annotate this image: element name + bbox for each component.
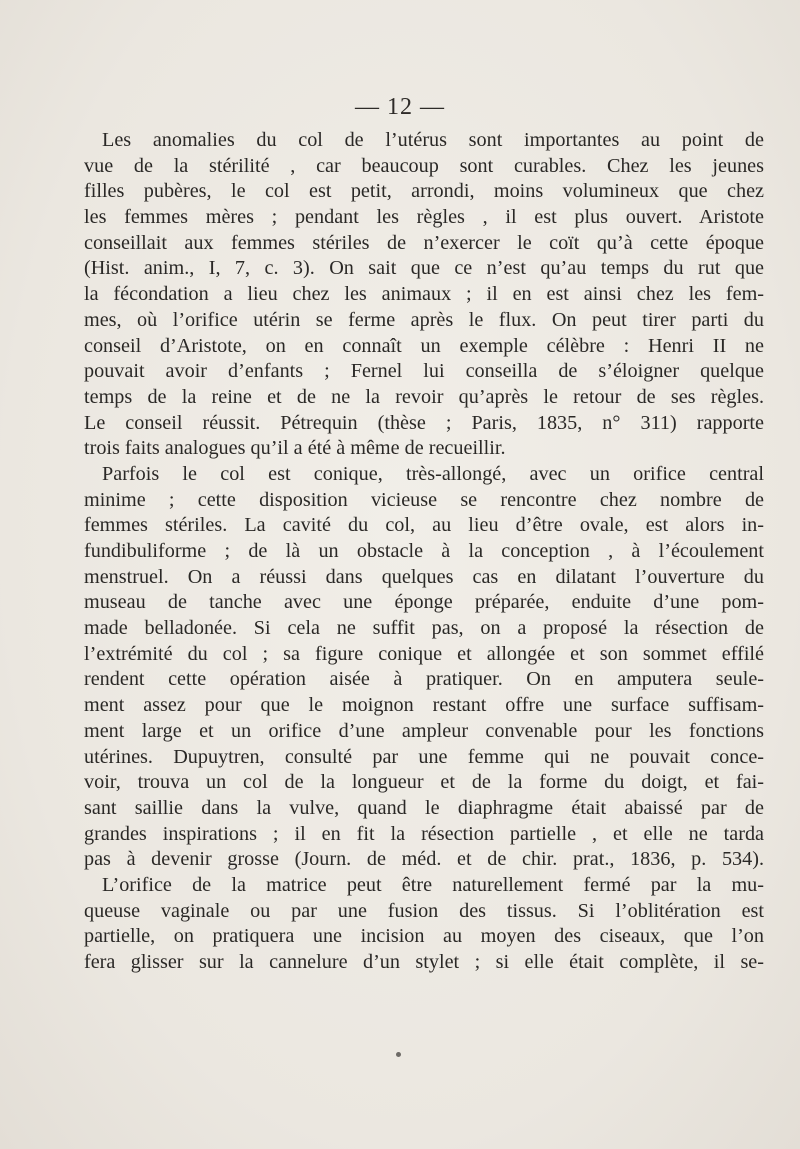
text-line: pouvait avoir d’enfants ; Fernel lui conseilla de s’éloigner quelque: [84, 360, 764, 383]
text-line: Les anomalies du col de l’utérus sont importantes au point de: [102, 129, 764, 151]
text-line: Parfois le col est conique, très-allongé, avec un orifice central: [102, 462, 764, 485]
text-line: voir, trouva un col de la longueur et de la forme du doigt, et fai-: [84, 771, 764, 794]
text-line: trois faits analogues qu’il a été à même de recueillir.: [84, 437, 506, 460]
text-line: l’extrémité du col ; sa figure conique et allongée et son sommet effilé: [84, 642, 764, 665]
text-line: utérines. Dupuytren, consulté par une femme qui ne pouvait conce-: [84, 745, 764, 768]
text-line: grandes inspirations ; il en fit la résection partielle , et elle ne tarda: [84, 822, 764, 845]
text-line: sant saillie dans la vulve, quand le diaphragme était abaissé par de: [84, 796, 764, 819]
text-line: made belladonée. Si cela ne suffit pas, on a proposé la résection de: [84, 617, 764, 640]
text-line: ment assez pour que le moignon restant offre une surface suffisam-: [84, 694, 764, 717]
text-line: mes, où l’orifice utérin se ferme après le flux. On peut tirer parti du: [84, 308, 764, 331]
text-line: L’orifice de la matrice peut être naturellement fermé par la mu-: [102, 873, 764, 896]
text-line: museau de tanche avec une éponge préparée, enduite d’une pom-: [84, 591, 764, 614]
text-line: conseil d’Aristote, on en connaît un exemple célèbre : Henri II ne: [84, 334, 764, 357]
text-line: femmes stériles. La cavité du col, au lieu d’être ovale, est alors in-: [84, 514, 764, 537]
text-line: minime ; cette disposition vicieuse se rencontre chez nombre de: [84, 488, 764, 511]
text-line: Le conseil réussit. Pétrequin (thèse ; Paris, 1835, n° 311) rapporte: [84, 411, 764, 434]
text-line: vue de la stérilité , car beaucoup sont curables. Chez les jeunes: [84, 154, 764, 177]
text-line: filles pubères, le col est petit, arrondi, moins volumineux que chez: [84, 180, 764, 203]
body-text: [84, 128, 764, 976]
text-line: temps de la reine et de ne la revoir qu’après le retour de ses règles.: [84, 385, 764, 408]
text-line: fera glisser sur la cannelure d’un stylet ; si elle était complète, il se-: [84, 951, 764, 973]
text-line: rendent cette opération aisée à pratiquer. On en amputera seule-: [84, 668, 764, 691]
text-line: pas à devenir grosse (Journ. de méd. et de chir. prat., 1836, p. 534).: [84, 848, 764, 871]
text-line: fundibuliforme ; de là un obstacle à la conception , à l’écoulement: [84, 540, 764, 562]
text-line: la fécondation a lieu chez les animaux ; il en est ainsi chez les fem-: [84, 283, 764, 306]
text-line: partielle, on pratiquera une incision au moyen des ciseaux, que l’on: [84, 925, 764, 948]
text-line: (Hist. anim., I, 7, c. 3). On sait que ce n’est qu’au temps du rut que: [84, 257, 764, 280]
text-line: queuse vaginale ou par une fusion des tissus. Si l’oblitération est: [84, 899, 764, 922]
text-line: conseillait aux femmes stériles de n’exercer le coït qu’à cette époque: [84, 231, 764, 254]
text-line: menstruel. On a réussi dans quelques cas en dilatant l’ouverture du: [84, 565, 764, 588]
text-line: les femmes mères ; pendant les règles , il est plus ouvert. Aristote: [84, 206, 764, 229]
print-speck: [396, 1052, 401, 1057]
text-line: ment large et un orifice d’une ampleur convenable pour les fonctions: [84, 719, 764, 742]
page-number: — 12 —: [355, 94, 445, 120]
